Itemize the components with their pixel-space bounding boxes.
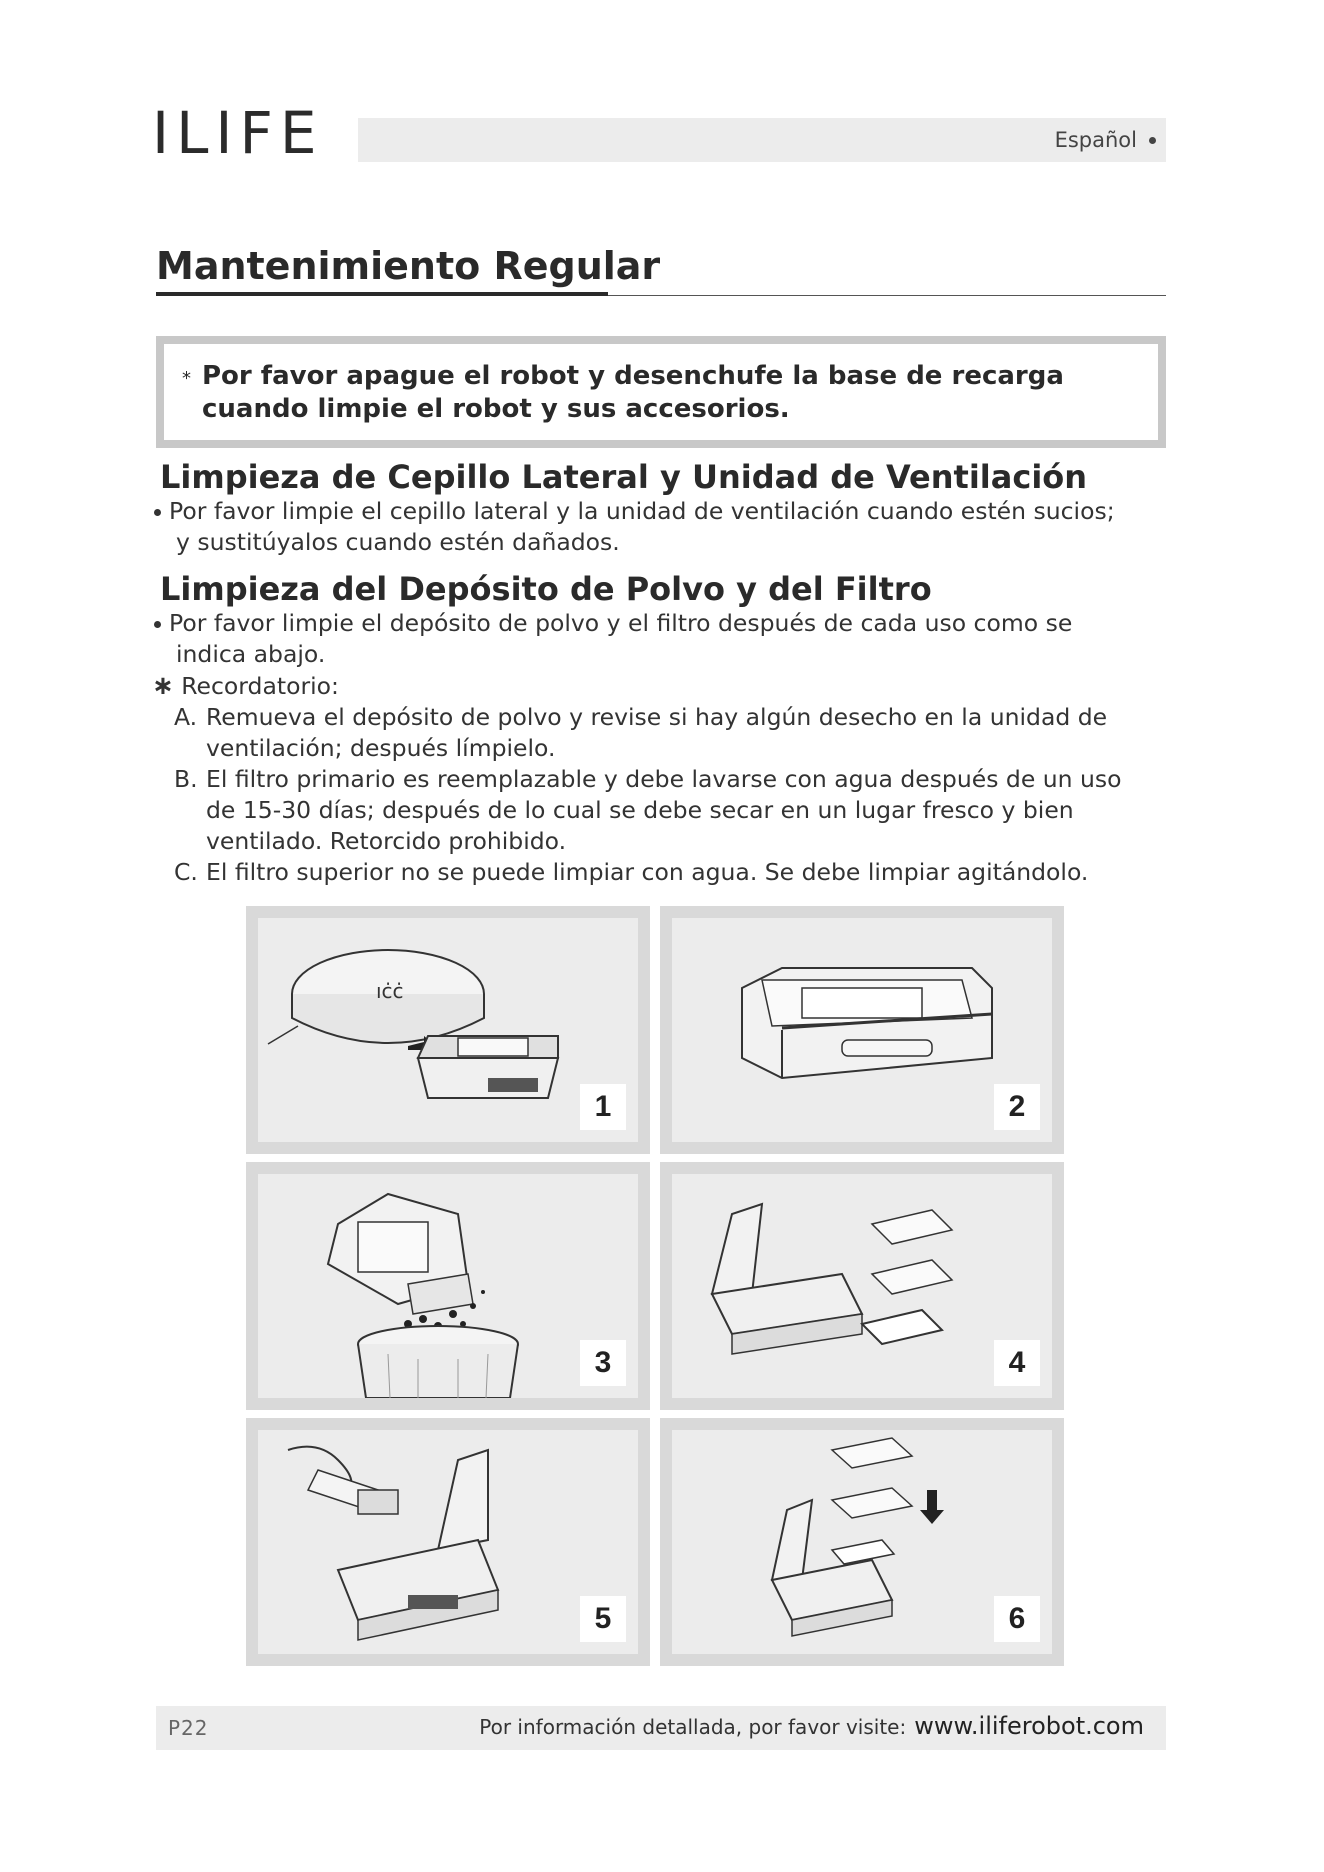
figure-step-5 xyxy=(246,1418,650,1666)
language-label xyxy=(1055,128,1156,152)
step-number: 2 xyxy=(994,1084,1040,1130)
bullet-continuation: y sustitúyalos cuando estén dañados. xyxy=(176,528,620,556)
website-link[interactable]: www.iliferobot.com xyxy=(914,1712,1144,1740)
figure-panel xyxy=(672,1174,1052,1398)
reminder-label: Recordatorio: xyxy=(181,672,339,700)
list-letter: B. xyxy=(174,765,198,793)
svg-text:ıċċ: ıċċ xyxy=(376,979,404,1003)
figure-panel xyxy=(258,1174,638,1398)
figure-panel xyxy=(672,918,1052,1142)
figure-panel xyxy=(258,918,638,1142)
brand-logo: ILIFE xyxy=(152,99,324,167)
list-line: El filtro primario es reemplazable y debe lavarse con agua después de un uso xyxy=(206,765,1122,793)
section-side-brush-body xyxy=(154,496,1174,558)
list-item xyxy=(174,702,1174,764)
page-title: Mantenimiento Regular xyxy=(156,244,661,288)
asterisk-icon: * xyxy=(182,368,191,389)
step-number: 5 xyxy=(580,1596,626,1642)
list-item xyxy=(174,764,1174,857)
language-text: Español xyxy=(1054,128,1137,152)
dot-icon xyxy=(1149,137,1156,144)
warning-text: Por favor apague el robot y desenchufe la base de recarga cuando limpie el robot y sus accesorios. xyxy=(202,361,1064,424)
bullet-text: Por favor limpie el cepillo lateral y la unidad de ventilación cuando estén sucios; xyxy=(169,497,1115,525)
bullet-icon xyxy=(154,621,161,628)
list-line: ventilado. Retorcido prohibido. xyxy=(206,827,567,855)
page-number: P22 xyxy=(168,1716,209,1740)
list-letter: A. xyxy=(174,703,198,731)
section-heading: Limpieza de Cepillo Lateral y Unidad de Ventilación xyxy=(160,458,1088,496)
asterisk-icon: ∗ xyxy=(152,671,174,701)
step-number: 3 xyxy=(580,1340,626,1386)
bullet-continuation: indica abajo. xyxy=(176,640,326,668)
list-item xyxy=(174,857,1174,888)
bullet-text: Por favor limpie el depósito de polvo y el filtro después de cada uso como se xyxy=(169,609,1073,637)
figure-panel xyxy=(672,1430,1052,1654)
reminder-list xyxy=(154,702,1174,888)
title-underline xyxy=(156,292,608,296)
step-number: 4 xyxy=(994,1340,1040,1386)
list-letter: C. xyxy=(174,858,198,886)
list-line: de 15-30 días; después de lo cual se debe secar en un lugar fresco y bien xyxy=(206,796,1074,824)
figure-step-3 xyxy=(246,1162,650,1410)
footer-text: Por información detallada, por favor visite: xyxy=(479,1715,907,1739)
warning-box xyxy=(156,336,1166,448)
language-bar xyxy=(358,118,1166,162)
section-heading: Limpieza del Depósito de Polvo y del Filtro xyxy=(160,570,932,608)
list-line: Remueva el depósito de polvo y revise si hay algún desecho en la unidad de xyxy=(206,703,1108,731)
footer-info xyxy=(479,1712,1144,1740)
step-number: 1 xyxy=(580,1084,626,1130)
section-dust-bin-body xyxy=(154,608,1174,888)
figure-step-2 xyxy=(660,906,1064,1154)
footer-bar xyxy=(156,1706,1166,1750)
section-side-brush xyxy=(160,458,1170,496)
list-line: ventilación; después límpielo. xyxy=(206,734,556,762)
figure-step-4 xyxy=(660,1162,1064,1410)
list-line: El filtro superior no se puede limpiar con agua. Se debe limpiar agitándolo. xyxy=(206,858,1089,886)
bullet-icon xyxy=(154,509,161,516)
section-dust-bin xyxy=(160,570,1170,608)
step-number: 6 xyxy=(994,1596,1040,1642)
figure-panel xyxy=(258,1430,638,1654)
figure-step-6 xyxy=(660,1418,1064,1666)
figure-step-1 xyxy=(246,906,650,1154)
